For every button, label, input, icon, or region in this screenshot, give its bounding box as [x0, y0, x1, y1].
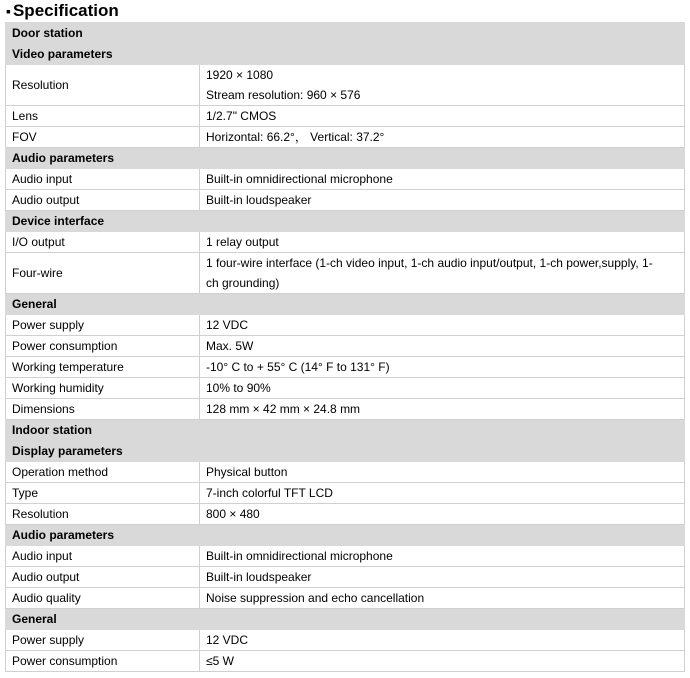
spec-label: Dimensions — [6, 399, 200, 420]
spec-value-line: Built-in omnidirectional microphone — [206, 549, 393, 563]
spec-value — [200, 190, 685, 211]
spec-label: Type — [6, 483, 200, 504]
spec-value-line: 12 VDC — [206, 318, 249, 332]
spec-row — [6, 65, 685, 106]
spec-label: Power supply — [6, 630, 200, 651]
spec-row — [6, 127, 685, 148]
section-header: Device interface — [6, 211, 685, 232]
spec-value — [200, 399, 685, 420]
spec-label: Working humidity — [6, 378, 200, 399]
spec-value — [200, 232, 685, 253]
spec-row — [6, 567, 685, 588]
spec-label: Operation method — [6, 462, 200, 483]
spec-value — [200, 106, 685, 127]
spec-value-line: Physical button — [206, 465, 288, 479]
spec-value-line: Max. 5W — [206, 339, 254, 353]
section-header-row — [6, 420, 685, 441]
section-header-row — [6, 609, 685, 630]
spec-value — [200, 315, 685, 336]
spec-row — [6, 588, 685, 609]
spec-row — [6, 462, 685, 483]
spec-value — [200, 504, 685, 525]
spec-row — [6, 232, 685, 253]
spec-row — [6, 253, 685, 294]
spec-label: Audio output — [6, 190, 200, 211]
spec-value-line: 1920 × 1080 — [206, 68, 274, 82]
spec-label: Power supply — [6, 315, 200, 336]
section-header-row — [6, 44, 685, 65]
spec-value-line: Built-in loudspeaker — [206, 193, 312, 207]
spec-value — [200, 630, 685, 651]
spec-row — [6, 399, 685, 420]
spec-label: Audio output — [6, 567, 200, 588]
spec-row — [6, 190, 685, 211]
spec-row — [6, 504, 685, 525]
section-header: General — [6, 609, 685, 630]
section-header: General — [6, 294, 685, 315]
spec-value-line: -10° C to + 55° C (14° F to 131° F) — [206, 360, 390, 374]
spec-value-line: ≤5 W — [206, 654, 234, 668]
spec-value-line: Built-in loudspeaker — [206, 570, 312, 584]
spec-value — [200, 546, 685, 567]
spec-value — [200, 169, 685, 190]
spec-value-line: 128 mm × 42 mm × 24.8 mm — [206, 402, 361, 416]
section-header-row — [6, 211, 685, 232]
spec-row — [6, 169, 685, 190]
spec-label: Audio input — [6, 169, 200, 190]
spec-value — [200, 588, 685, 609]
section-header-row — [6, 23, 685, 44]
spec-label: Audio input — [6, 546, 200, 567]
spec-row — [6, 483, 685, 504]
spec-value — [200, 65, 685, 106]
spec-value — [200, 651, 685, 672]
spec-value-line: 800 × 480 — [206, 507, 260, 521]
spec-value-line: 1 relay output — [206, 235, 279, 249]
section-header: Door station — [6, 23, 685, 44]
spec-value-line: ch grounding) — [206, 276, 280, 290]
spec-label: Lens — [6, 106, 200, 127]
spec-label: Resolution — [6, 65, 200, 106]
section-header: Indoor station — [6, 420, 685, 441]
spec-row — [6, 378, 685, 399]
spec-value — [200, 336, 685, 357]
section-header: Display parameters — [6, 441, 685, 462]
spec-table — [5, 22, 685, 672]
spec-value-line: 1/2.7" CMOS — [206, 109, 277, 123]
page-title-text: Specification — [12, 1, 119, 20]
spec-value — [200, 253, 685, 294]
section-header-row — [6, 525, 685, 546]
spec-value — [200, 357, 685, 378]
spec-value-line: Noise suppression and echo cancellation — [206, 591, 425, 605]
section-header: Video parameters — [6, 44, 685, 65]
bullet-icon: ▪ — [6, 3, 11, 19]
spec-label: Power consumption — [6, 651, 200, 672]
spec-value-line: Horizontal: 66.2°， Vertical: 37.2° — [206, 130, 385, 144]
spec-label: I/O output — [6, 232, 200, 253]
spec-value-line: 10% to 90% — [206, 381, 271, 395]
spec-label: Resolution — [6, 504, 200, 525]
spec-value — [200, 567, 685, 588]
section-header-row — [6, 441, 685, 462]
spec-value — [200, 378, 685, 399]
spec-row — [6, 546, 685, 567]
spec-row — [6, 630, 685, 651]
section-header: Audio parameters — [6, 525, 685, 546]
section-header-row — [6, 294, 685, 315]
spec-value — [200, 483, 685, 504]
spec-label: FOV — [6, 127, 200, 148]
spec-label: Four-wire — [6, 253, 200, 294]
spec-label: Power consumption — [6, 336, 200, 357]
page-title — [0, 0, 690, 22]
spec-value-line: Stream resolution: 960 × 576 — [206, 88, 361, 102]
spec-label: Audio quality — [6, 588, 200, 609]
spec-value-line: 7-inch colorful TFT LCD — [206, 486, 333, 500]
spec-row — [6, 357, 685, 378]
spec-value-line: Built-in omnidirectional microphone — [206, 172, 393, 186]
spec-row — [6, 315, 685, 336]
section-header-row — [6, 148, 685, 169]
spec-table-body — [6, 23, 685, 672]
spec-row — [6, 106, 685, 127]
spec-row — [6, 651, 685, 672]
spec-value-line: 12 VDC — [206, 633, 249, 647]
section-header: Audio parameters — [6, 148, 685, 169]
spec-value — [200, 462, 685, 483]
spec-value — [200, 127, 685, 148]
spec-label: Working temperature — [6, 357, 200, 378]
spec-value-line: 1 four-wire interface (1-ch video input, 1-ch audio input/output, 1-ch power,supply, 1- — [206, 256, 653, 270]
spec-row — [6, 336, 685, 357]
